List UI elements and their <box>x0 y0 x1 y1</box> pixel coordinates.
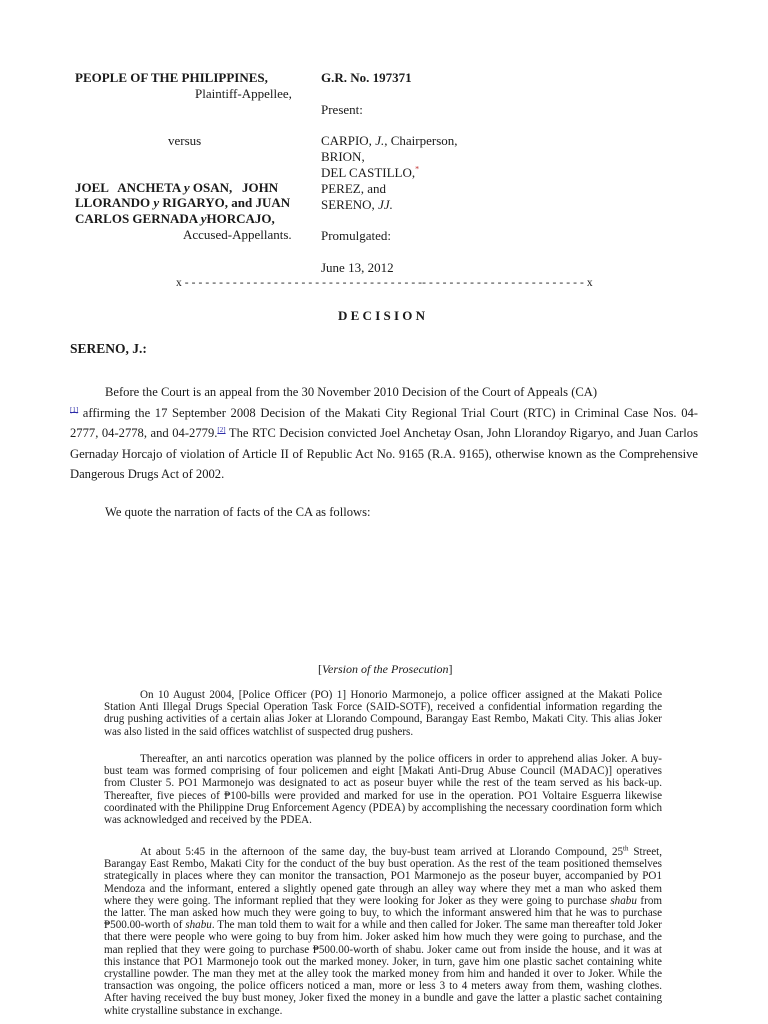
plaintiff-role: Plaintiff-Appellee, <box>195 86 292 101</box>
body-paragraph-2: We quote the narration of facts of the CA as follows: <box>105 505 371 519</box>
justice-brion: BRION, <box>321 149 365 164</box>
ponente: SERENO, J.: <box>70 341 147 356</box>
promulgated-date: June 13, 2012 <box>321 260 394 275</box>
accused-line-3: CARLOS GERNADA yHORCAJO, <box>75 211 275 226</box>
accused-line-1: JOEL ANCHETA y OSAN, JOHN <box>75 180 279 195</box>
accused-role: Accused-Appellants. <box>183 227 292 242</box>
quote-heading: [Version of the Prosecution] <box>318 662 453 676</box>
footnote-2-link[interactable]: [2] <box>217 425 226 434</box>
quote-paragraph-2: Thereafter, an anti narcotics operation was planned by the police officers in order to apprehend alias Joker. A buy-bust team was formed comprising of four policemen and eight [Makati Anti-Drug Abuse Council (MADAC)] operatives from Cluster 5. PO1 Marmonejo was designated to act as poseur buyer while the rest of the team served as his back-up. Thereafter, five pieces of ₱100-bills were provided and marked for use in the operation. PO1 Voltaire Esguerra likewise coordinated with the Philippine Drug Enforcement Agency (PDEA) by accomplishing the necessary coordination form which was acknowledged and received by the PDEA. <box>104 753 662 827</box>
justice-sereno: SERENO, JJ. <box>321 197 393 212</box>
plaintiff-name: PEOPLE OF THE PHILIPPINES, <box>75 70 268 85</box>
versus-label: versus <box>168 133 202 148</box>
justice-perez: PEREZ, and <box>321 181 386 196</box>
present-label: Present: <box>321 102 363 117</box>
body-paragraph-1: Before the Court is an appeal from the 30 November 2010 Decision of the Court of Appeals (CA) [1] affirming the 17 September 2008 Decision of the Makati City Regional Trial Court (RTC) in Criminal Case Nos. 04-2777, 04-2778, and 04-2779.[2] The RTC Decision convicted Joel Anchetay Osan, John Llorandoy Rigaryo, and Juan Carlos Gernaday Horcajo of violation of Article II of Republic Act No. 9165 (R.A. 9165), otherwise known as the Comprehensive Dangerous Drugs Act of 2002. <box>70 385 698 481</box>
gr-number: G.R. No. 197371 <box>321 70 412 85</box>
promulgated-label: Promulgated: <box>321 228 392 243</box>
accused-line-2: LLORANDO y RIGARYO, and JUAN <box>75 195 291 210</box>
footnote-1-link[interactable]: [1] <box>70 405 79 414</box>
footnote-star-link[interactable]: * <box>415 164 420 174</box>
decision-heading: D E C I S I O N <box>338 308 426 323</box>
quote-paragraph-3: At about 5:45 in the afternoon of the same day, the buy-bust team arrived at Llorando Compound, 25th Street, Barangay East Rembo, Makati City for the conduct of the buy bust operation. As the rest of the team positioned themselves strategically in places where they can monitor the transaction, PO1 Marmonejo as the poseur buyer, accompanied by PO1 Mendoza and the informant, entered a slightly opened gate through an alley way where they met a man who asked them where they were going. The informant replied that they were looking for Joker as they were going to purchase shabu from the latter. The man asked how much they were going to buy, to which the informant answered him that he was to purchase ₱500.00-worth of shabu. The man told them to wait for a while and then called for Joker. The same man thereafter told Joker that there were people who were going to buy from him. Joker asked him how much they were going to purchase, and the man replied that they were going to purchase ₱500.00-worth of shabu. Joker came out from inside the house, and it was at this instance that PO1 Marmonejo took out the marked money. Joker, in turn, gave him one plastic sachet containing white crystalline powder. The man they met at the alley took the marked money from him and handed it over to Joker. While the transaction was ongoing, the police officers noticed a man, more or less 3 to 4 meters away from them, washing clothes. After having received the buy bust money, Joker fixed the money in a bundle and gave the latter a plastic sachet containing white crystalline substance in exchange. <box>104 844 662 1017</box>
quote-paragraph-1: On 10 August 2004, [Police Officer (PO) 1] Honorio Marmonejo, a police officer assigned at the Makati Police Station Anti Illegal Drugs Special Operation Task Force (SAID-SOTF), received a confidential information regarding the drug pushing activities of a certain alias Joker at Llorando Compound, Barangay East Rembo, Makati City. This alias Joker was also listed in the said offices watchlist of suspected drug pushers. <box>104 689 662 738</box>
justice-del-castillo: DEL CASTILLO,* <box>321 164 420 180</box>
justice-carpio: CARPIO, J., Chairperson, <box>321 133 458 148</box>
separator-line: x - - - - - - - - - - - - - - - - - - - - - - - - - - - - - - - - - - -- - - - - - - - - - - - - - - - - - - - - - - - x <box>176 277 593 289</box>
